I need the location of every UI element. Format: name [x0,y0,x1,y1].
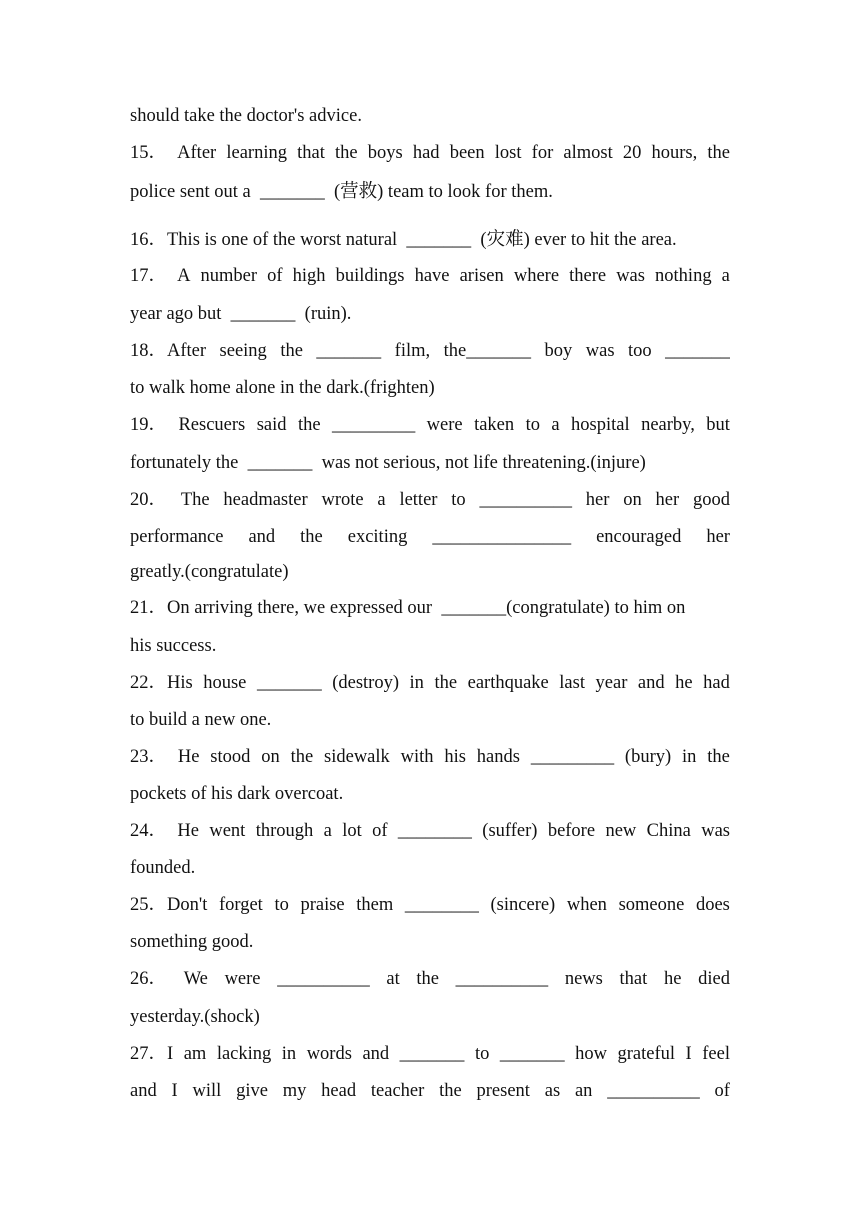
line-text: said [256,415,287,435]
line-text: the [280,341,303,361]
line-text: performance [130,527,224,547]
line-text: 23． [130,747,168,767]
line-text: of [714,1081,730,1101]
line-text: and [248,527,276,547]
line-text: and [130,1081,157,1101]
text-line [130,855,730,881]
text-line [130,179,730,205]
line-text: Rescuers [178,415,246,435]
line-text: his [444,747,466,767]
line-text: in [409,673,424,693]
line-text: will [192,1081,222,1101]
line-text: the_______ [443,341,531,361]
text-line [130,670,730,696]
line-text: A [177,266,191,286]
line-text: he [675,673,693,693]
line-text: to [274,895,289,915]
line-text: too [628,341,652,361]
line-text: new [605,821,637,841]
line-text: in [281,1044,297,1064]
line-text: present [476,1081,530,1101]
line-text: with [400,747,434,767]
line-text: that [297,143,325,163]
line-text: police sent out a _______ (营救) team to look for them. [130,182,553,202]
line-text: a [551,415,560,435]
line-text: house [203,673,247,693]
text-line [130,966,730,992]
line-text: last [559,673,585,693]
line-text: He [177,747,200,767]
line-text: someone [618,895,685,915]
text-line [130,707,730,733]
line-text: of [267,266,283,286]
line-text: died [698,969,730,989]
line-text: __________ [455,969,549,989]
line-text: _______ [316,341,382,361]
line-text: (destroy) [332,673,400,693]
line-text: _______ [399,1044,465,1064]
line-text: 15． [130,143,168,163]
line-text: to [451,490,466,510]
line-text: lacking [216,1044,272,1064]
line-text: headmaster [223,490,308,510]
text-line [130,227,730,253]
line-text: 22．His [130,673,193,693]
line-text: year [595,673,628,693]
line-text: After [177,143,217,163]
line-text: taken [474,415,515,435]
line-text: arisen [459,266,504,286]
line-text: and [362,1044,390,1064]
line-text: that [619,969,648,989]
line-text: buildings [335,266,405,286]
line-text: lost [494,143,522,163]
line-text: We [183,969,208,989]
line-text: _________ [530,747,615,767]
line-text: there [569,266,607,286]
text-line [130,1041,730,1067]
line-text: before [547,821,596,841]
line-text: head [321,1081,357,1101]
line-text: seeing [219,341,267,361]
line-text: earthquake [467,673,549,693]
line-text: how [575,1044,607,1064]
line-text: _________ [331,415,416,435]
line-text: encouraged [596,527,682,547]
line-text: the [439,1081,462,1101]
line-text: was [701,821,730,841]
line-text: her [655,490,680,510]
line-text: were [224,969,261,989]
line-text: the [707,747,730,767]
line-text: nearby, [641,415,695,435]
line-text: yesterday.(shock) [130,1007,260,1027]
line-text: China [646,821,691,841]
line-text: to walk home alone in the dark.(frighten) [130,378,435,398]
line-text: greatly.(congratulate) [130,562,289,582]
line-text: was [616,266,645,286]
line-text: _______________ [432,527,572,547]
line-text: been [449,143,485,163]
line-text: as [544,1081,561,1101]
line-text: _______ [499,1044,565,1064]
line-text: __________ [607,1081,700,1101]
line-text: ________ [397,821,472,841]
line-text: _______ [665,341,730,361]
line-text: letter [399,490,438,510]
line-text: 27．I [130,1044,174,1064]
text-line [130,559,730,585]
line-text: 20． [130,490,168,510]
line-text: had [703,673,730,693]
line-text: 24． [130,821,168,841]
line-text: her [585,490,610,510]
line-text: lot [342,821,362,841]
line-text: he [663,969,682,989]
line-text: 17． [130,266,168,286]
line-text: (sincere) [490,895,556,915]
line-text: but [706,415,730,435]
line-text: boys [367,143,403,163]
line-text: The [180,490,210,510]
line-text: learning [226,143,287,163]
line-text: should take the doctor's advice. [130,106,362,126]
line-text: at [386,969,400,989]
line-text: 20 [622,143,642,163]
line-text: I [171,1081,178,1101]
line-text: to [525,415,540,435]
line-text: my [282,1081,307,1101]
line-text: __________ [479,490,572,510]
line-text: 25．Don't [130,895,208,915]
line-text: boy [544,341,573,361]
line-text: 19． [130,415,168,435]
line-text: give [236,1081,268,1101]
text-line [130,375,730,401]
line-text: went [209,821,246,841]
line-text: on [623,490,642,510]
line-text: his success. [130,636,217,656]
line-text: when [566,895,607,915]
line-text: forget [218,895,263,915]
text-line [130,929,730,955]
text-line [130,450,730,476]
line-text: hours, [651,143,698,163]
document-page [130,0,730,1216]
line-text: teacher [370,1081,425,1101]
line-text: words [306,1044,352,1064]
line-text: her [706,527,730,547]
line-text: film, [394,341,431,361]
line-text: grateful [617,1044,676,1064]
text-line [130,633,730,659]
line-text: praise [300,895,345,915]
text-line [130,781,730,807]
text-line [130,263,730,289]
line-text: _______ [256,673,322,693]
line-text: hands [476,747,520,767]
line-text: I [685,1044,692,1064]
line-text: pockets of his dark overcoat. [130,784,344,804]
line-text: __________ [277,969,370,989]
line-text: year ago but _______ (ruin). [130,304,352,324]
line-text: He [177,821,199,841]
line-text: the [434,673,458,693]
line-text: hospital [571,415,630,435]
line-text: almost [563,143,613,163]
text-line [130,818,730,844]
text-line [130,487,730,513]
text-line [130,524,730,550]
line-text: of [372,821,388,841]
text-line [130,1078,730,1104]
text-line [130,595,730,621]
line-text: the [297,415,321,435]
line-text: (bury) [624,747,672,767]
line-text: ________ [404,895,479,915]
line-text: have [414,266,450,286]
line-text: stood [210,747,251,767]
line-text: had [412,143,440,163]
line-text: 26． [130,969,168,989]
line-text: where [513,266,560,286]
line-text: was [585,341,615,361]
line-text: number [200,266,258,286]
line-text: a [323,821,332,841]
line-text: does [695,895,730,915]
line-text: 16．This is one of the worst natural _______ (灾难) ever to hit the area. [130,230,677,250]
line-text: an [574,1081,593,1101]
line-text: the [300,527,323,547]
line-text: news [564,969,603,989]
line-text: on [261,747,280,767]
text-line [130,412,730,438]
line-text: fortunately the _______ was not serious, not life threatening.(injure) [130,453,646,473]
line-text: wrote [321,490,364,510]
line-text: the [707,143,730,163]
line-text: to build a new one. [130,710,272,730]
line-text: something good. [130,932,254,952]
line-text: a [721,266,730,286]
line-text: exciting [347,527,408,547]
line-text: sidewalk [324,747,390,767]
line-text: good [692,490,730,510]
line-text: founded. [130,858,196,878]
line-text: were [426,415,463,435]
line-text: nothing [655,266,712,286]
line-text: feel [702,1044,730,1064]
line-text: through [255,821,314,841]
line-text: the [290,747,314,767]
text-line [130,1004,730,1030]
text-line [130,744,730,770]
line-text: 21．On arriving there, we expressed our _______(congratulate) to him on [130,598,686,618]
line-text: high [292,266,326,286]
line-text: a [377,490,386,510]
line-text: for [531,143,554,163]
text-line [130,301,730,327]
line-text: the [416,969,439,989]
line-text: to [474,1044,490,1064]
line-text: and [637,673,665,693]
line-text: in [681,747,697,767]
line-text: 18．After [130,341,207,361]
text-line [130,103,730,129]
line-text: (suffer) [482,821,538,841]
line-text: am [183,1044,207,1064]
text-line [130,338,730,364]
line-text: them [356,895,394,915]
text-line [130,140,730,166]
text-line [130,892,730,918]
line-text: the [335,143,358,163]
